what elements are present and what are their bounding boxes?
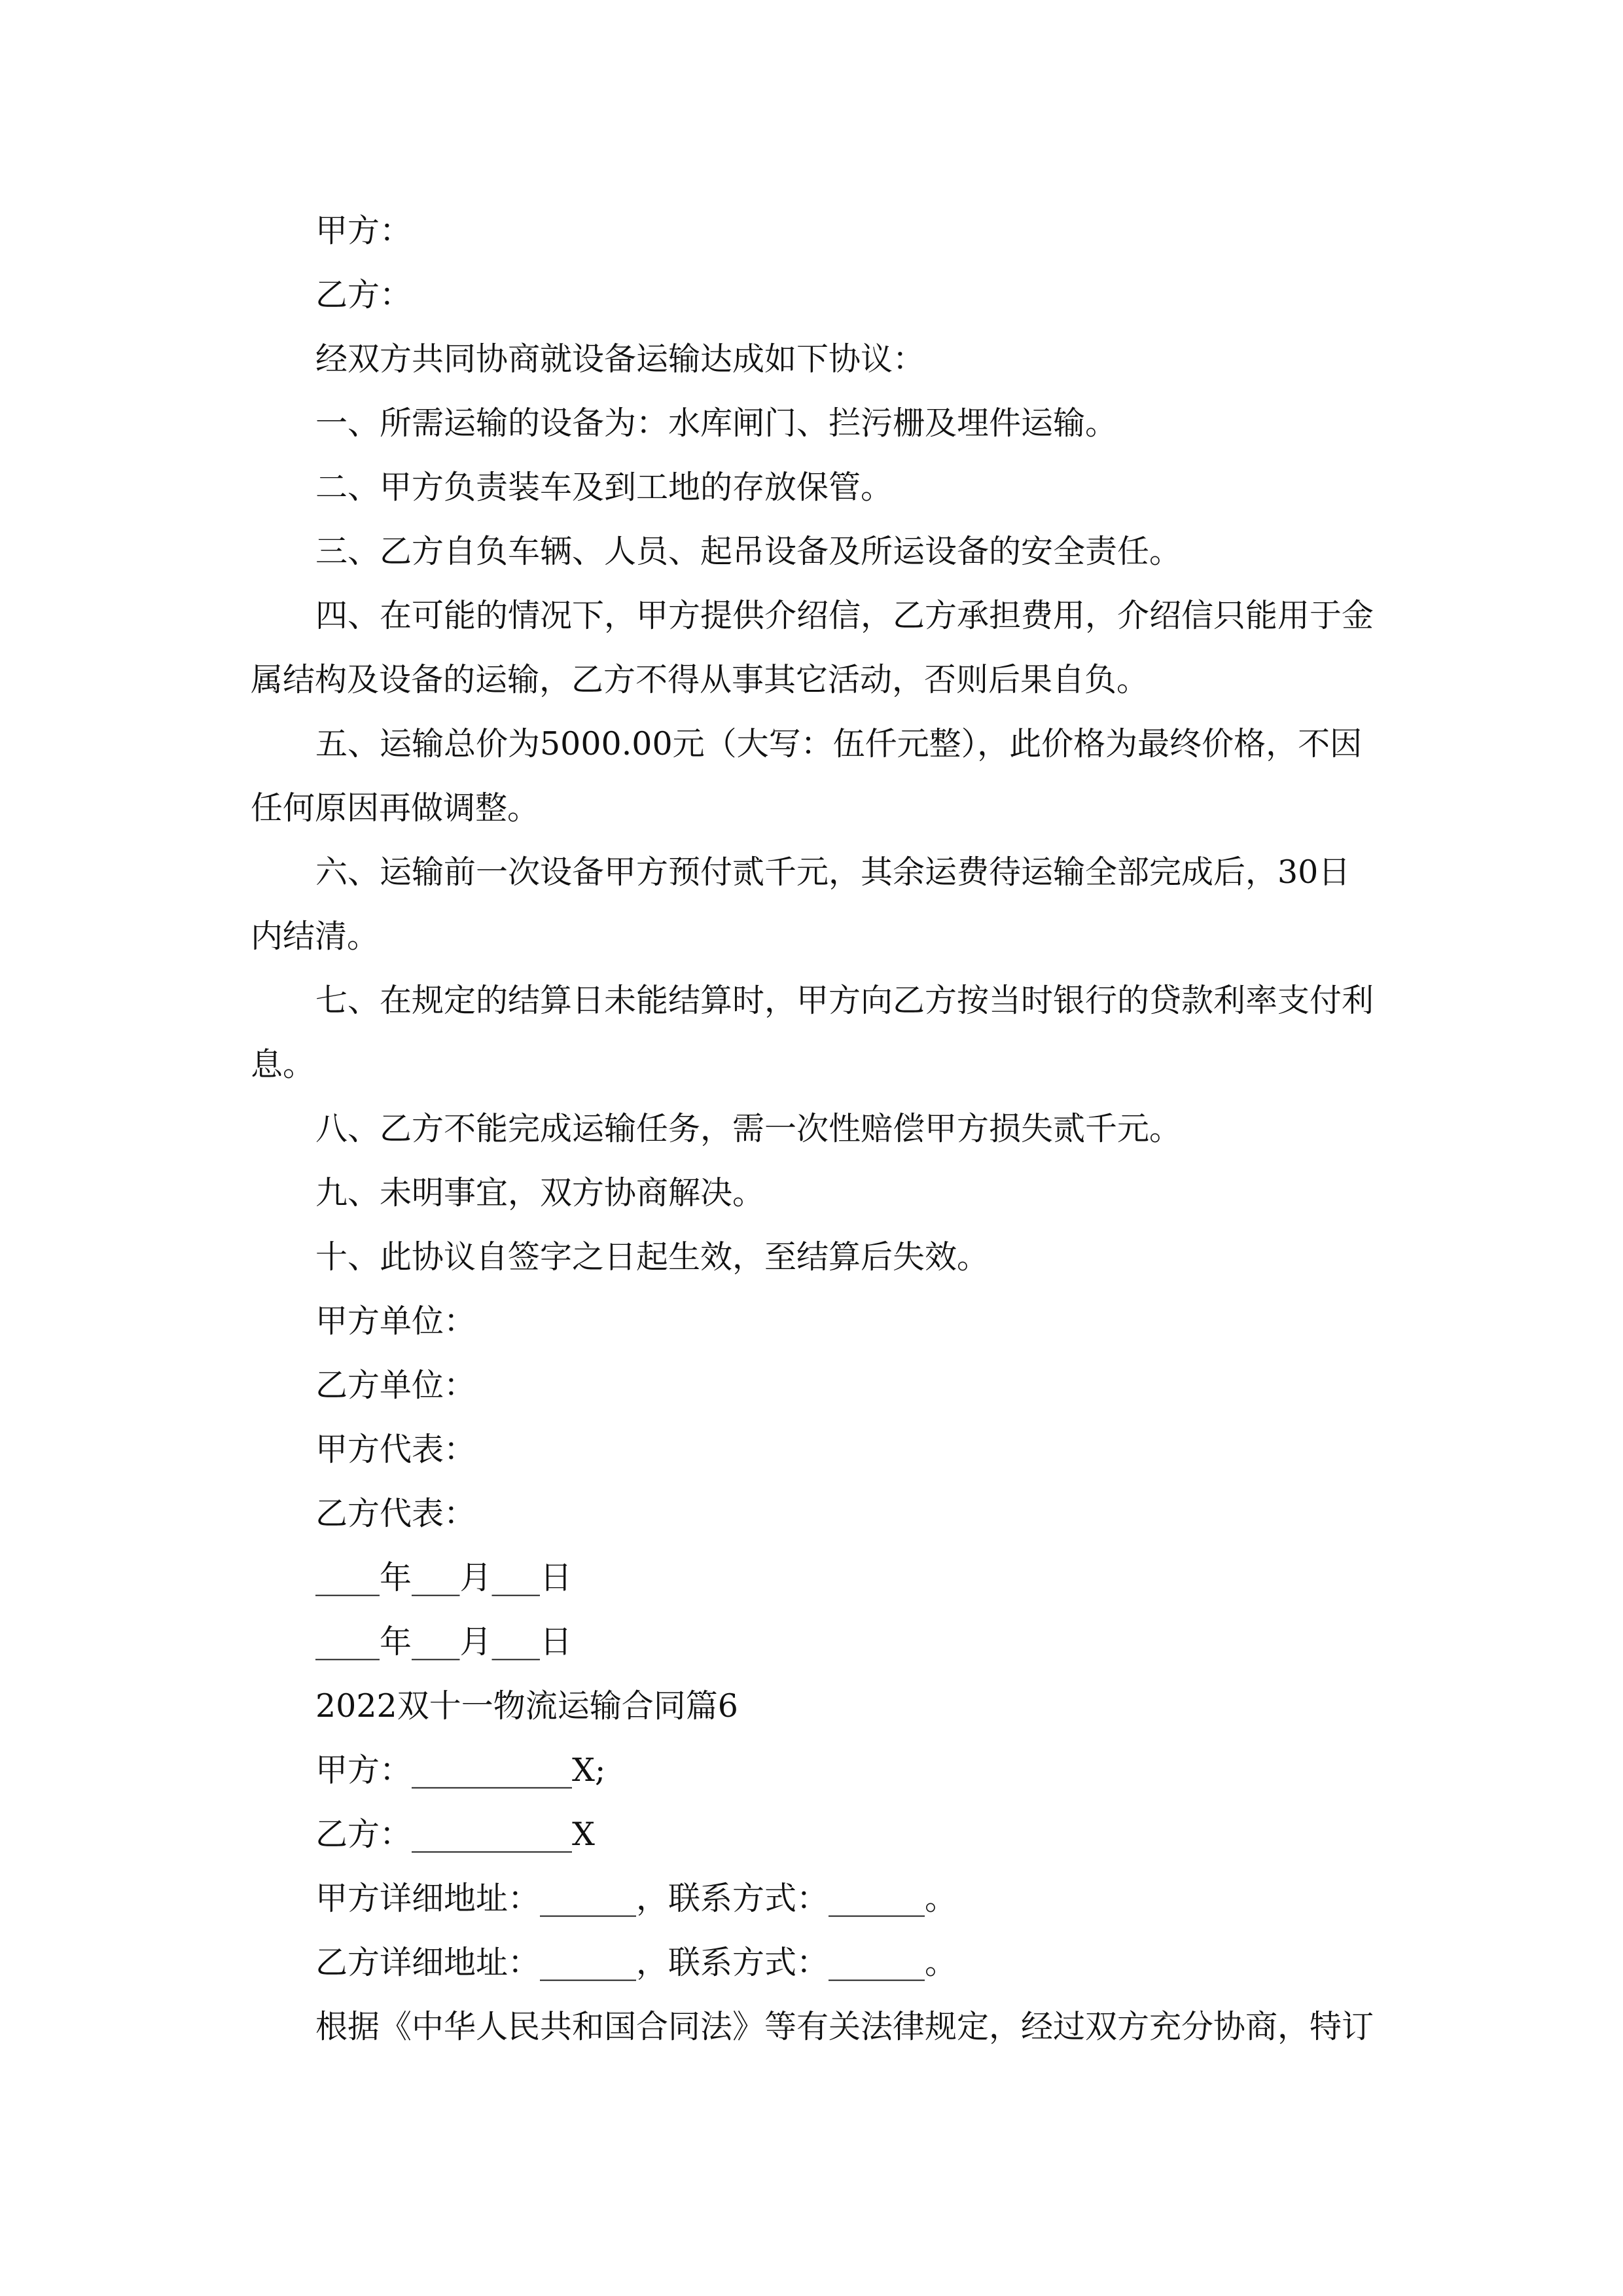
text-line: 息。 [251, 1046, 315, 1083]
text-line: 三、乙方自负车辆、人员、起吊设备及所运设备的安全责任。 [315, 533, 1182, 570]
text-line: 根据《中华人民共和国合同法》等有关法律规定，经过双方充分协商，特订 [315, 2008, 1374, 2045]
text-line: 甲方： [315, 212, 412, 249]
text-line: 十、此协议自签字之日起生效，至结算后失效。 [315, 1238, 990, 1276]
text-line: 四、在可能的情况下，甲方提供介绍信，乙方承担费用，介绍信只能用于金 [315, 597, 1374, 634]
text-line: 一、所需运输的设备为：水库闸门、拦污栅及埋件运输。 [315, 404, 1118, 442]
document-body [251, 199, 1389, 2059]
text-line: ____年___月___日 [315, 1559, 573, 1596]
text-line: 八、乙方不能完成运输任务，需一次性赔偿甲方损失贰千元。 [315, 1110, 1182, 1147]
text-line: 甲方详细地址：______，联系方式：______。 [315, 1880, 957, 1917]
text-line: 甲方：__________X; [315, 1751, 606, 1789]
text-line: ____年___月___日 [315, 1623, 573, 1660]
text-line: 乙方详细地址：______，联系方式：______。 [315, 1944, 957, 1981]
text-line: 乙方代表： [315, 1495, 476, 1532]
text-line: 甲方单位： [315, 1302, 476, 1340]
text-line: 乙方： [315, 276, 412, 314]
text-line: 二、甲方负责装车及到工地的存放保管。 [315, 469, 893, 506]
text-line: 六、运输前一次设备甲方预付贰千元，其余运费待运输全部完成后，30日 [315, 853, 1351, 891]
text-line: 乙方单位： [315, 1367, 476, 1404]
text-line: 经双方共同协商就设备运输达成如下协议： [315, 340, 925, 378]
text-line: 五、运输总价为5000.00元（大写：伍仟元整），此价格为最终价格，不因 [315, 725, 1363, 762]
text-line: 九、未明事宜，双方协商解决。 [315, 1174, 765, 1211]
text-line: 任何原因再做调整。 [251, 789, 540, 827]
text-line: 七、在规定的结算日未能结算时，甲方向乙方按当时银行的贷款利率支付利 [315, 982, 1374, 1019]
text-line: 甲方代表： [315, 1431, 476, 1468]
text-line: 属结构及设备的运输，乙方不得从事其它活动，否则后果自负。 [251, 661, 1149, 698]
text-line: 2022双十一物流运输合同篇6 [315, 1687, 738, 1725]
text-line: 内结清。 [251, 918, 380, 955]
text-line: 乙方：__________X [315, 1816, 595, 1853]
